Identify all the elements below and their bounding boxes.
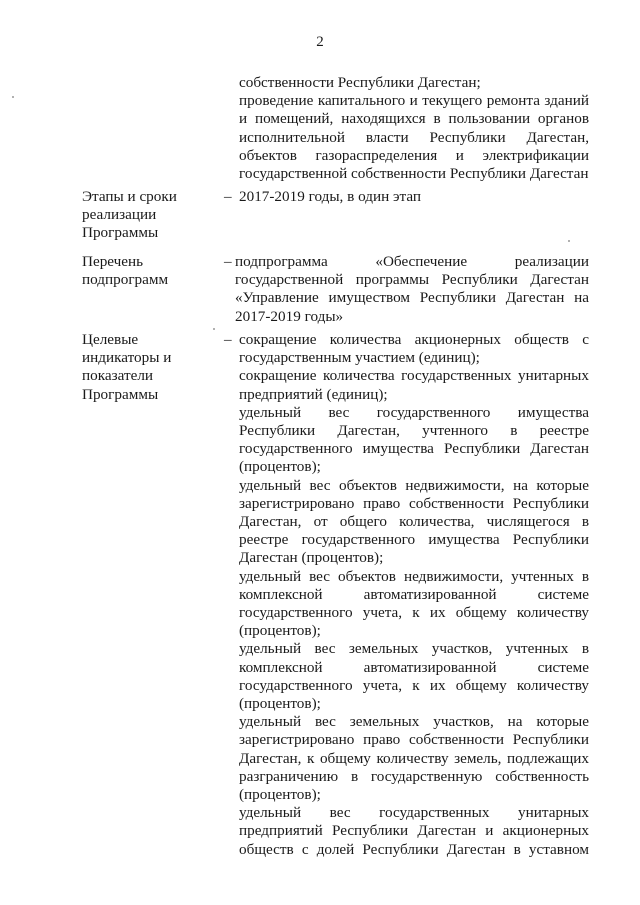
section-item: подпрограмма «Обеспечение реализации государственной программы Республики Дагестан «Управление имуществом Республики Дагестан на 2017-2019 годы» [235, 253, 589, 325]
indicator-item: удельный вес государственных унитарных предприятий Республики Дагестан и акционерных обществ с долей Республики Дагестан в уставном [239, 804, 589, 858]
indicator-item: удельный вес земельных участков, на которые зарегистрировано право собственности Республики Дагестан, к общему количеству земель, подлежащих разграничению в государственную собственность (процентов); [239, 713, 589, 804]
continuation-content [239, 74, 589, 183]
section-label: Перечень подпрограмм [82, 253, 169, 289]
dash-marker: – [224, 188, 232, 205]
scan-speck [568, 240, 570, 242]
dash-marker: – [224, 331, 232, 348]
section-label: Этапы и сроки реализации Программы [82, 188, 177, 242]
scan-speck [12, 96, 14, 98]
indicator-item: сокращение количества акционерных обществ с государственным участием (единиц); [239, 331, 589, 367]
indicator-item: удельный вес объектов недвижимости, учтенных в комплексной автоматизированной системе государственного учета, к их общему количеству (процентов); [239, 567, 589, 640]
indicator-item: удельный вес государственного имущества Республики Дагестан, учтенного в реестре государственного имущества Республики Дагестан (процентов); [239, 403, 589, 476]
indicator-item: удельный вес объектов недвижимости, на которые зарегистрировано право собственности Республики Дагестан, от общего количества, числящегося в реестре государственного имущества Республики Дагестан (процентов); [239, 476, 589, 567]
section-content [235, 253, 589, 326]
section-item: 2017-2019 годы, в один этап [239, 188, 422, 205]
continuation-paragraph: собственности Республики Дагестан; [239, 74, 481, 91]
page-number: 2 [316, 34, 324, 50]
continuation-paragraph: проведение капитального и текущего ремонта зданий и помещений, находящихся в пользовании органов исполнительной власти Республики Дагестан, объектов газораспределения и электрификации государственной собственности Республики Дагестан [239, 92, 589, 183]
indicator-item: удельный вес земельных участков, учтенных в комплексной автоматизированной системе государственного учета, к их общему количеству (процентов); [239, 640, 589, 713]
scan-speck [213, 328, 215, 330]
dash-marker: – [224, 253, 232, 270]
indicator-item: сокращение количества государственных унитарных предприятий (единиц); [239, 367, 589, 403]
section-content [239, 188, 589, 206]
section-label: Целевые индикаторы и показатели Программы [82, 331, 172, 403]
section-content [239, 331, 589, 859]
